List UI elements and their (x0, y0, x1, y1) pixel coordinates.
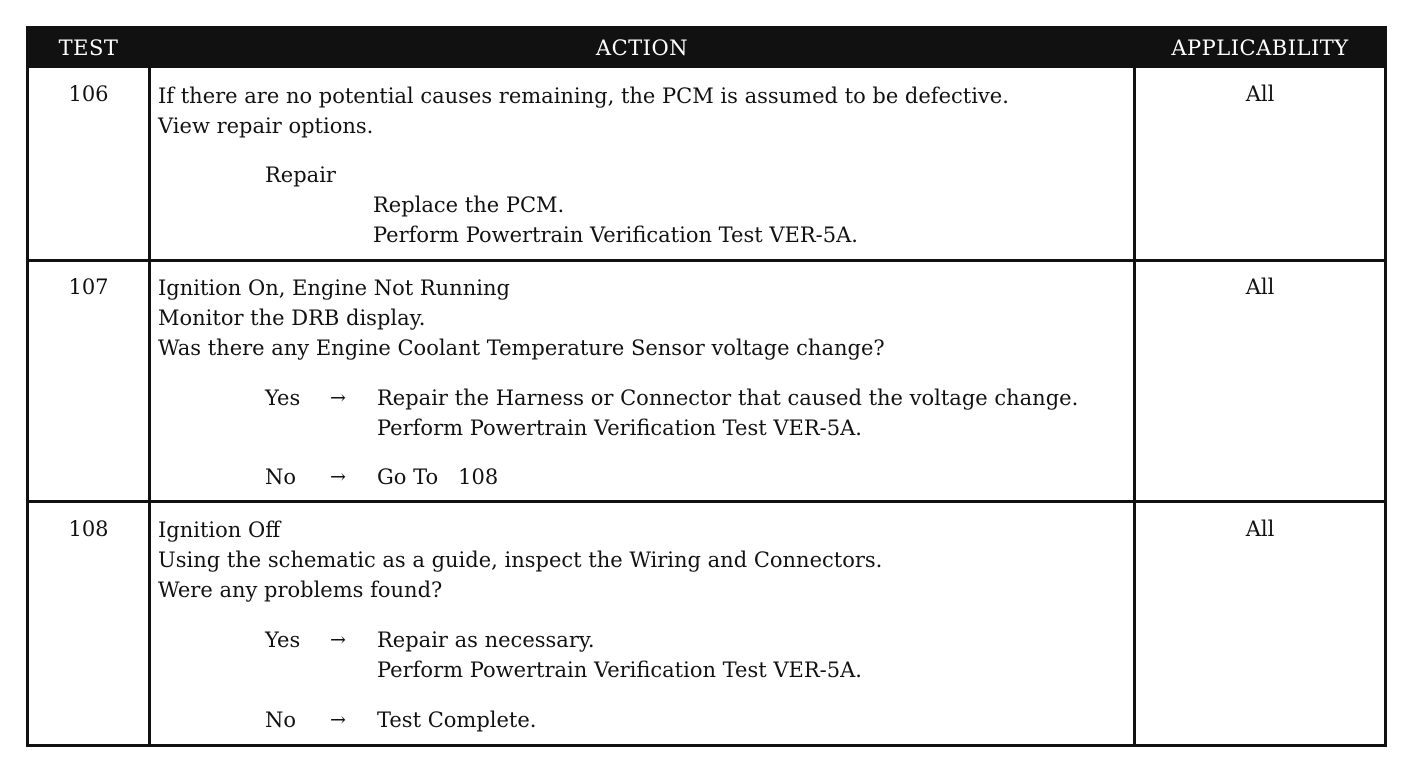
diagnostic-test-table (26, 26, 1387, 747)
no-outcome: Go To 108 (377, 465, 499, 489)
test-number: 107 (68, 275, 109, 299)
instruction-line: Was there any Engine Coolant Temperature Sensor voltage change? (158, 336, 885, 360)
arrow-icon: → (330, 387, 346, 409)
arrow-icon: → (330, 629, 346, 651)
no-label: No (265, 708, 297, 732)
header-action: ACTION (595, 36, 689, 60)
repair-step: Replace the PCM. (373, 193, 565, 217)
test-number: 108 (68, 517, 109, 541)
instruction-line: View repair options. (158, 114, 374, 138)
applicability-value: All (1245, 275, 1275, 299)
arrow-icon: → (330, 709, 346, 731)
column-divider (148, 68, 151, 744)
header-test: TEST (58, 36, 119, 60)
repair-label: Repair (265, 163, 336, 187)
instruction-line: Using the schematic as a guide, inspect the Wiring and Connectors. (158, 548, 883, 572)
yes-outcome: Perform Powertrain Verification Test VER-5A. (377, 658, 862, 682)
repair-step: Perform Powertrain Verification Test VER-5A. (373, 223, 858, 247)
instruction-line: Monitor the DRB display. (158, 306, 426, 330)
yes-outcome: Repair the Harness or Connector that caused the voltage change. (377, 386, 1079, 410)
instruction-line: Were any problems found? (158, 578, 443, 602)
applicability-value: All (1245, 517, 1275, 541)
row-divider (29, 500, 1384, 503)
applicability-value: All (1245, 82, 1275, 106)
yes-label: Yes (265, 628, 301, 652)
column-divider (1133, 68, 1136, 744)
row-divider (29, 259, 1384, 262)
instruction-line: Ignition On, Engine Not Running (158, 276, 510, 300)
arrow-icon: → (330, 466, 346, 488)
instruction-line: Ignition Off (158, 518, 281, 542)
table-header (29, 29, 1384, 68)
no-label: No (265, 465, 297, 489)
yes-outcome: Perform Powertrain Verification Test VER-5A. (377, 416, 862, 440)
no-outcome: Test Complete. (377, 708, 537, 732)
test-number: 106 (68, 82, 109, 106)
header-applicability: APPLICABILITY (1171, 36, 1349, 60)
yes-outcome: Repair as necessary. (377, 628, 595, 652)
yes-label: Yes (265, 386, 301, 410)
instruction-line: If there are no potential causes remaining, the PCM is assumed to be defective. (158, 84, 1009, 108)
